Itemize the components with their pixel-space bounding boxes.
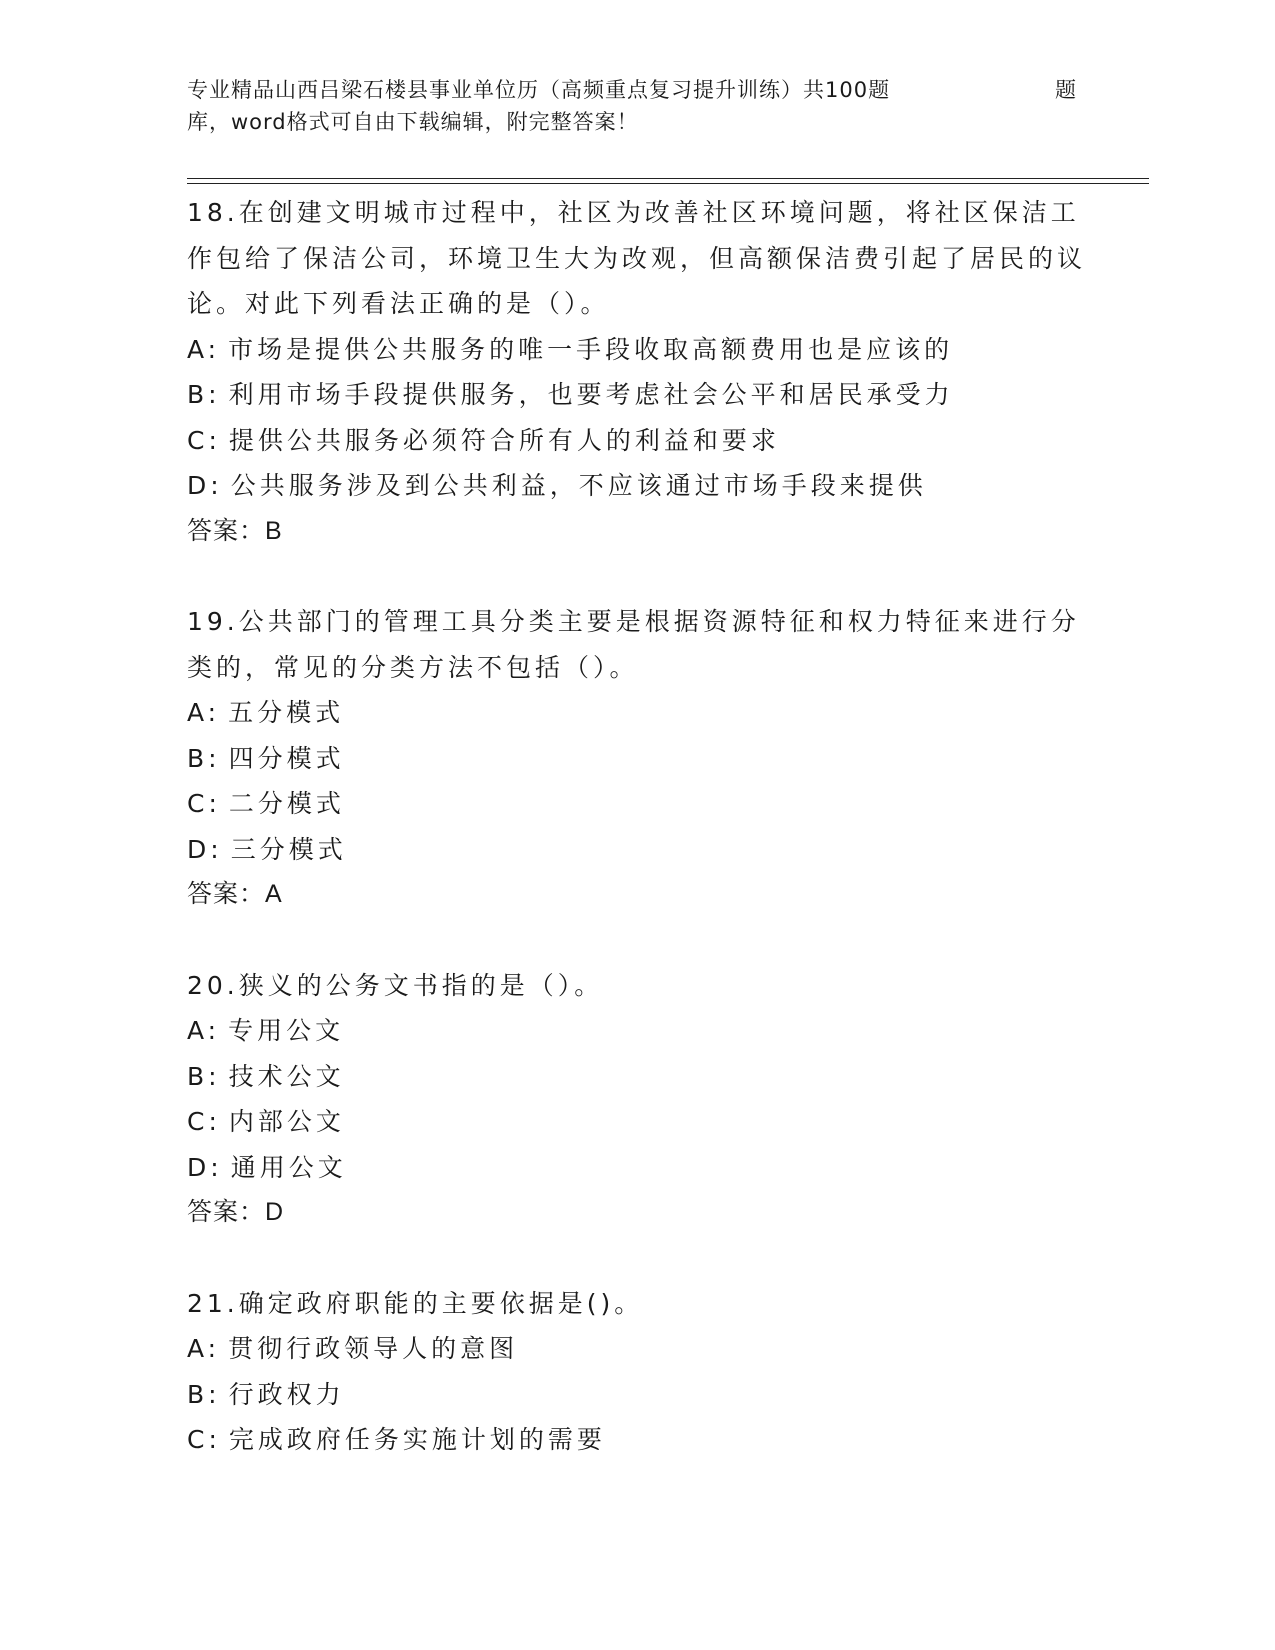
- option-text: 完成政府任务实施计划的需要: [228, 1425, 606, 1454]
- option-c: [187, 781, 1087, 827]
- option-letter: B:: [187, 380, 221, 409]
- option-c: [187, 1417, 1087, 1463]
- option-a: [187, 690, 1087, 736]
- option-text: 市场是提供公共服务的唯一手段收取高额费用也是应该的: [228, 334, 954, 364]
- option-d: [187, 827, 1087, 873]
- option-letter: B:: [187, 1379, 221, 1409]
- option-letter: C:: [187, 425, 221, 455]
- option-letter: D:: [187, 471, 223, 500]
- question-stem: 18.在创建文明城市过程中，社区为改善社区环境问题，将社区保洁工作包给了保洁公司，环境卫生大为改观，但高额保洁费引起了居民的议论。对此下列看法正确的是（）。: [187, 198, 1087, 318]
- option-text: 三分模式: [230, 834, 347, 864]
- option-text: 内部公文: [228, 1107, 345, 1136]
- option-a: [187, 1326, 1087, 1372]
- option-letter: C:: [187, 1425, 221, 1454]
- question-stem: 19.公共部门的管理工具分类主要是根据资源特征和权力特征来进行分类的，常见的分类方法不包括（）。: [187, 607, 1080, 682]
- option-text: 四分模式: [228, 743, 345, 773]
- option-text: 利用市场手段提供服务，也要考虑社会公平和居民承受力: [228, 380, 954, 409]
- option-letter: A:: [187, 334, 221, 364]
- option-text: 提供公共服务必须符合所有人的利益和要求: [228, 425, 780, 455]
- header-rule-top: [187, 178, 1149, 179]
- option-text: 行政权力: [228, 1379, 345, 1409]
- document-header: [187, 74, 1077, 138]
- option-d: [187, 1145, 1087, 1191]
- option-letter: A:: [187, 698, 221, 727]
- option-b: [187, 372, 1087, 418]
- option-text: 专用公文: [228, 1016, 345, 1045]
- option-letter: B:: [187, 743, 221, 773]
- option-letter: C:: [187, 1107, 221, 1136]
- option-text: 公共服务涉及到公共利益，不应该通过市场手段来提供: [230, 471, 927, 500]
- option-text: 技术公文: [228, 1061, 345, 1091]
- option-letter: D:: [187, 1152, 223, 1182]
- option-letter: A:: [187, 1334, 221, 1363]
- option-text: 二分模式: [228, 789, 345, 818]
- header-line-2: 库，word格式可自由下载编辑，附完整答案！: [187, 110, 639, 134]
- question-stem: 20.狭义的公务文书指的是（）。: [187, 970, 604, 1000]
- question-stem: 21.确定政府职能的主要依据是()。: [187, 1288, 644, 1318]
- option-letter: A:: [187, 1016, 221, 1045]
- option-text: 贯彻行政领导人的意图: [228, 1334, 519, 1363]
- option-letter: C:: [187, 789, 221, 818]
- header-title: 专业精品山西吕梁石楼县事业单位历（高频重点复习提升训练）共100题: [187, 78, 891, 102]
- question-19: [187, 599, 1087, 918]
- question-18: [187, 190, 1087, 554]
- option-c: [187, 418, 1087, 464]
- option-text: 通用公文: [230, 1152, 347, 1182]
- option-b: [187, 1372, 1087, 1418]
- option-a: [187, 327, 1087, 373]
- option-d: [187, 463, 1087, 509]
- option-b: [187, 1054, 1087, 1100]
- header-line-1: [187, 74, 1077, 106]
- option-c: [187, 1099, 1087, 1145]
- answer-label: 答案：B: [187, 516, 283, 545]
- question-20: [187, 963, 1087, 1236]
- option-text: 五分模式: [228, 698, 345, 727]
- answer-label: 答案：A: [187, 880, 283, 908]
- header-title-wrap: 题: [1055, 78, 1077, 102]
- option-b: [187, 736, 1087, 782]
- header-rule-bottom: [187, 183, 1149, 184]
- answer-label: 答案：D: [187, 1198, 285, 1226]
- option-letter: B:: [187, 1061, 221, 1091]
- option-letter: D:: [187, 834, 223, 864]
- option-a: [187, 1008, 1087, 1054]
- question-list: [187, 190, 1087, 1508]
- question-21: [187, 1281, 1087, 1463]
